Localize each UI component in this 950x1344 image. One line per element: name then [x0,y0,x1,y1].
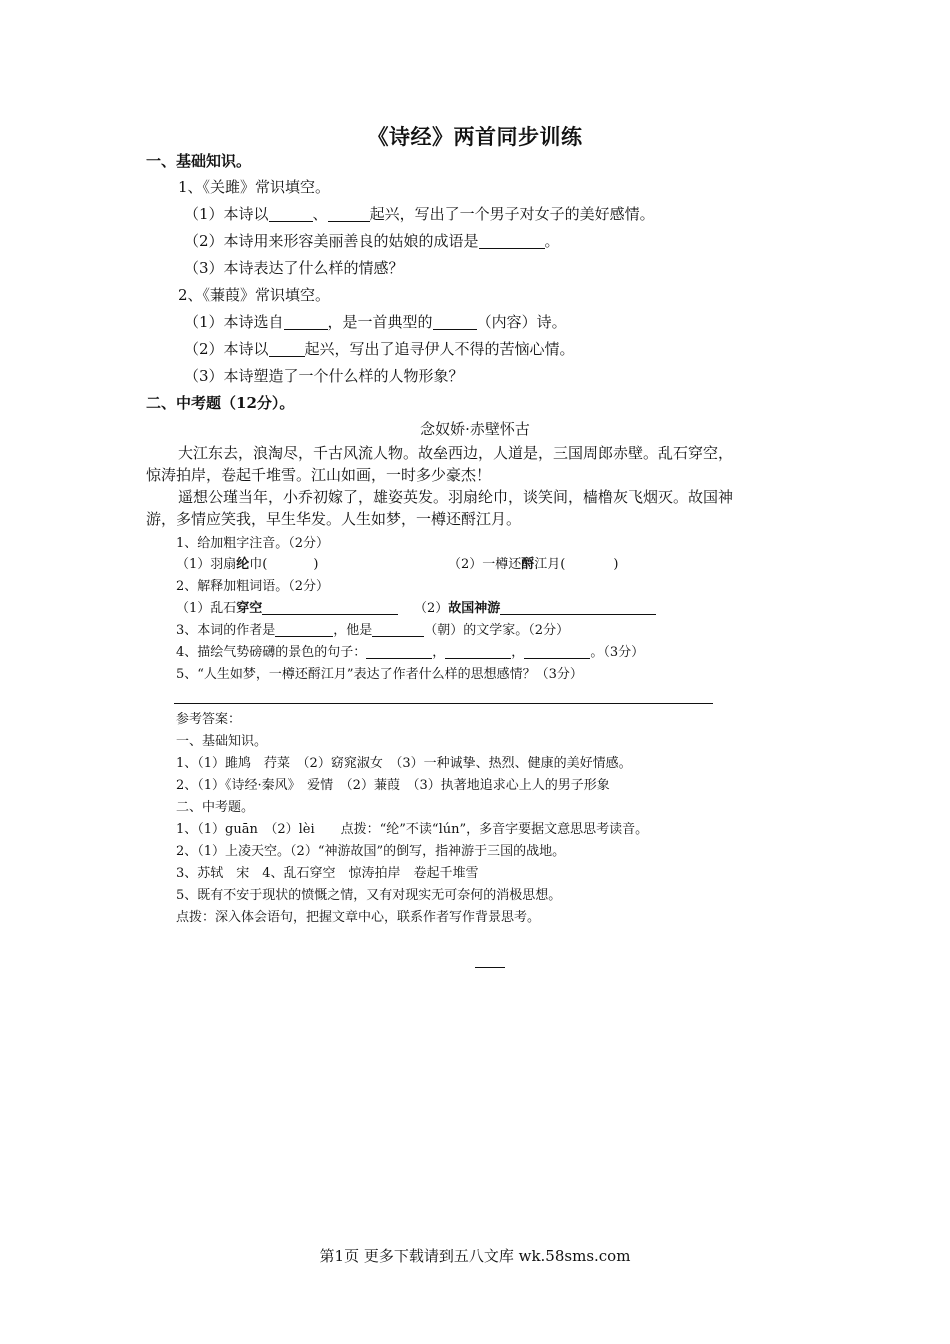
q1-intro: 1、《关雎》常识填空。 [178,178,331,196]
bold-word: 故国神游 [448,601,501,616]
q2-intro: 2、《蒹葭》常识填空。 [178,286,331,304]
s2-q4 [176,646,644,659]
s2-q2-item-1 [176,602,398,615]
poem-para1-line1: 大江东去，浪淘尽，千古风流人物。故垒西边，人道是，三国周郎赤壁。乱石穿空， [178,444,734,462]
divider [475,967,505,968]
s2-q2-1-text-a: （1）乱石 [176,601,237,616]
s2-q1: 1、给加粗字注音。（2分） [176,536,330,551]
s2-q1-item-2 [448,558,618,571]
s2-q1-2-text-b: 江月( [534,557,566,572]
blank-field[interactable] [284,315,328,330]
answer-tip: 点拨：深入体会语句，把握文章中心，联系作者写作背景思考。 [176,910,541,925]
answer-b1: 1、（1）guān （2）lèi 点拨：“纶”不读“lún”，多音字要据文意思思考读音。 [176,822,649,837]
q1-1-text-c: 起兴，写出了一个男子对女子的美好感情。 [369,205,655,223]
q2-item-1 [184,315,567,330]
q2-2-text-a: （2）本诗以 [184,340,269,358]
bold-word: 穿空 [236,601,263,616]
blank-field[interactable] [269,207,313,222]
s2-q5: 5、“人生如梦，一樽还酹江月”表达了作者什么样的思想感情？（3分） [176,667,583,682]
blank-field[interactable] [269,342,305,357]
answer-b3: 3、苏轼 宋 4、乱石穿空 惊涛拍岸 卷起千堆雪 [176,866,479,881]
bold-char: 纶 [236,557,250,572]
poem-title: 念奴娇·赤壁怀古 [420,420,530,438]
blank-field[interactable] [275,624,333,637]
q2-item-3: （3）本诗塑造了一个什么样的人物形象？ [184,367,464,385]
blank-field[interactable] [500,602,656,615]
section1-heading: 一、基础知识。 [146,152,252,170]
s2-q2-2-text-a: （2） [414,601,449,616]
answers-s2: 二、中考题。 [176,800,255,815]
page-title: 《诗经》两首同步训练 [367,124,583,149]
page-footer: 第1页 更多下载请到五八文库 wk.58sms.com [319,1247,631,1265]
s2-q3-text-c: （朝）的文学家。（2分） [424,623,570,638]
answer-a2: 2、（1）《诗经·秦风》 爱情 （2）蒹葭 （3）执著地追求心上人的男子形象 [176,778,610,793]
q1-1-text-a: （1）本诗以 [184,205,269,223]
blank-field[interactable] [372,624,424,637]
blank-field[interactable] [262,602,398,615]
blank-field[interactable] [433,315,477,330]
q1-2-text-b: 。 [544,232,560,250]
poem-para1-line2: 惊涛拍岸，卷起千堆雪。江山如画，一时多少豪杰！ [146,466,492,484]
bold-char: 酹 [521,557,535,572]
q2-1-text-c: （内容）诗。 [476,313,567,331]
q1-item-1 [184,207,655,222]
q1-2-text-a: （2）本诗用来形容美丽善良的姑娘的成语是 [184,232,479,250]
s2-q4-text-a: 4、描绘气势磅礴的景色的句子： [176,645,367,660]
s2-q4-sep1: ， [432,645,446,660]
answer-b5: 5、既有不安于现状的愤慨之情，又有对现实无可奈何的消极思想。 [176,888,562,903]
answers-heading: 参考答案： [176,712,242,727]
blank-field[interactable] [328,207,370,222]
s2-q1-item-1 [176,558,318,571]
blank-field[interactable] [445,646,511,659]
s2-q1-1-text-c: ) [313,557,319,572]
answers-s1: 一、基础知识。 [176,734,268,749]
answer-a1: 1、（1）雎鸠 荇菜 （2）窈窕淑女 （3）一种诚挚、热烈、健康的美好情感。 [176,756,632,771]
poem-para2-line1: 遥想公瑾当年，小乔初嫁了，雄姿英发。羽扇纶巾，谈笑间，樯橹灰飞烟灭。故国神 [178,488,734,506]
s2-q2: 2、解释加粗词语。（2分） [176,579,330,594]
q1-1-text-b: 、 [312,205,328,223]
q2-1-text-b: ，是一首典型的 [327,313,433,331]
blank-field[interactable] [524,646,590,659]
s2-q3 [176,624,569,637]
s2-q1-1-text-a: （1）羽扇 [176,557,237,572]
answer-line[interactable] [174,703,713,704]
s2-q1-2-text-a: （2）一樽还 [448,557,522,572]
q2-1-text-a: （1）本诗选自 [184,313,284,331]
blank-field[interactable] [479,234,545,249]
q2-2-text-b: 起兴，写出了追寻伊人不得的苦恼心情。 [304,340,575,358]
poem-para2-line2: 游，多情应笑我，早生华发。人生如梦，一樽还酹江月。 [146,510,522,528]
answer-b2: 2、（1）上凌天空。（2）“神游故国”的倒写，指神游于三国的战地。 [176,844,566,859]
s2-q3-text-b: ，他是 [333,623,373,638]
blank-field[interactable] [366,646,432,659]
q1-item-3: （3）本诗表达了什么样的情感？ [184,259,404,277]
s2-q4-end: 。（3分） [590,645,645,660]
s2-q1-2-text-c: ) [613,557,619,572]
q1-item-2 [184,234,560,249]
section2-heading: 二、中考题（12分）。 [146,394,295,412]
s2-q2-item-2 [414,602,656,615]
s2-q3-text-a: 3、本词的作者是 [176,623,276,638]
s2-q1-1-text-b: 巾( [249,557,268,572]
s2-q4-sep2: ， [511,645,525,660]
q2-item-2 [184,342,575,357]
